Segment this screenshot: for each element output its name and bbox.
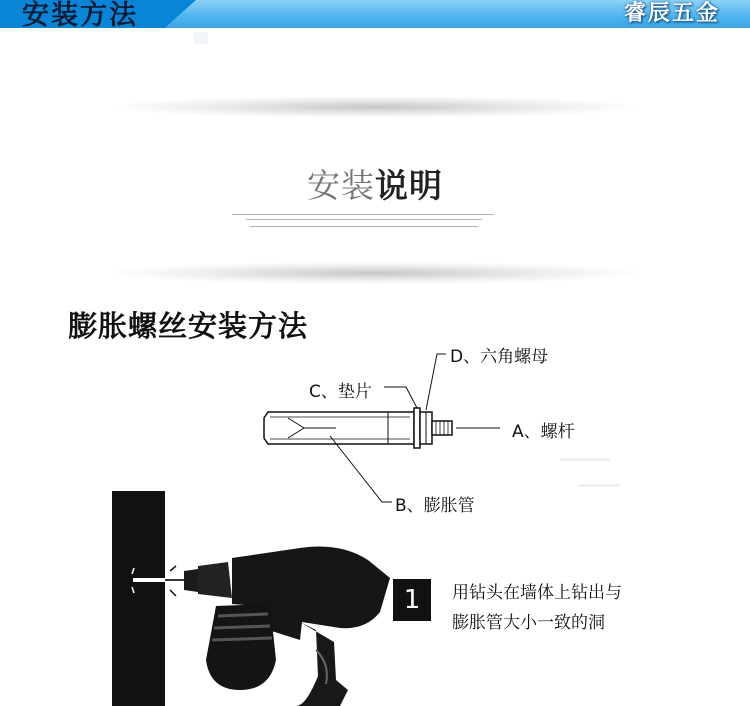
step-number-badge: 1 [393,579,431,621]
smudge-mark [560,458,610,461]
banner-title: 安装方法 [22,0,138,28]
wall-shape [112,491,165,706]
step-text-line-2: 膨胀管大小一致的洞 [452,613,605,633]
smudge-mark [194,32,208,44]
label-hex-nut: D、六角螺母 [450,347,549,367]
heading-title-light: 安装 [307,166,375,205]
electric-drill-icon [165,547,390,706]
step-text-line-1: 用钻头在墙体上钻出与 [452,583,622,603]
drilled-hole [133,578,165,582]
brand-name: 睿辰五金 [623,0,720,26]
heading-title-bold: 说明 [375,166,443,205]
washer-shape [414,408,420,448]
expansion-bolt-diagram [264,354,500,502]
label-threaded-rod: A、螺杆 [512,422,575,442]
label-expansion-tube: B、膨胀管 [395,496,475,516]
label-washer: C、垫片 [309,382,372,402]
threaded-rod-shape [432,421,452,435]
leader-line-d [426,354,446,410]
smudge-mark [578,484,620,487]
leader-line-c [384,387,417,408]
section-title: 膨胀螺丝安装方法 [68,309,309,343]
leader-line-b [330,436,392,502]
